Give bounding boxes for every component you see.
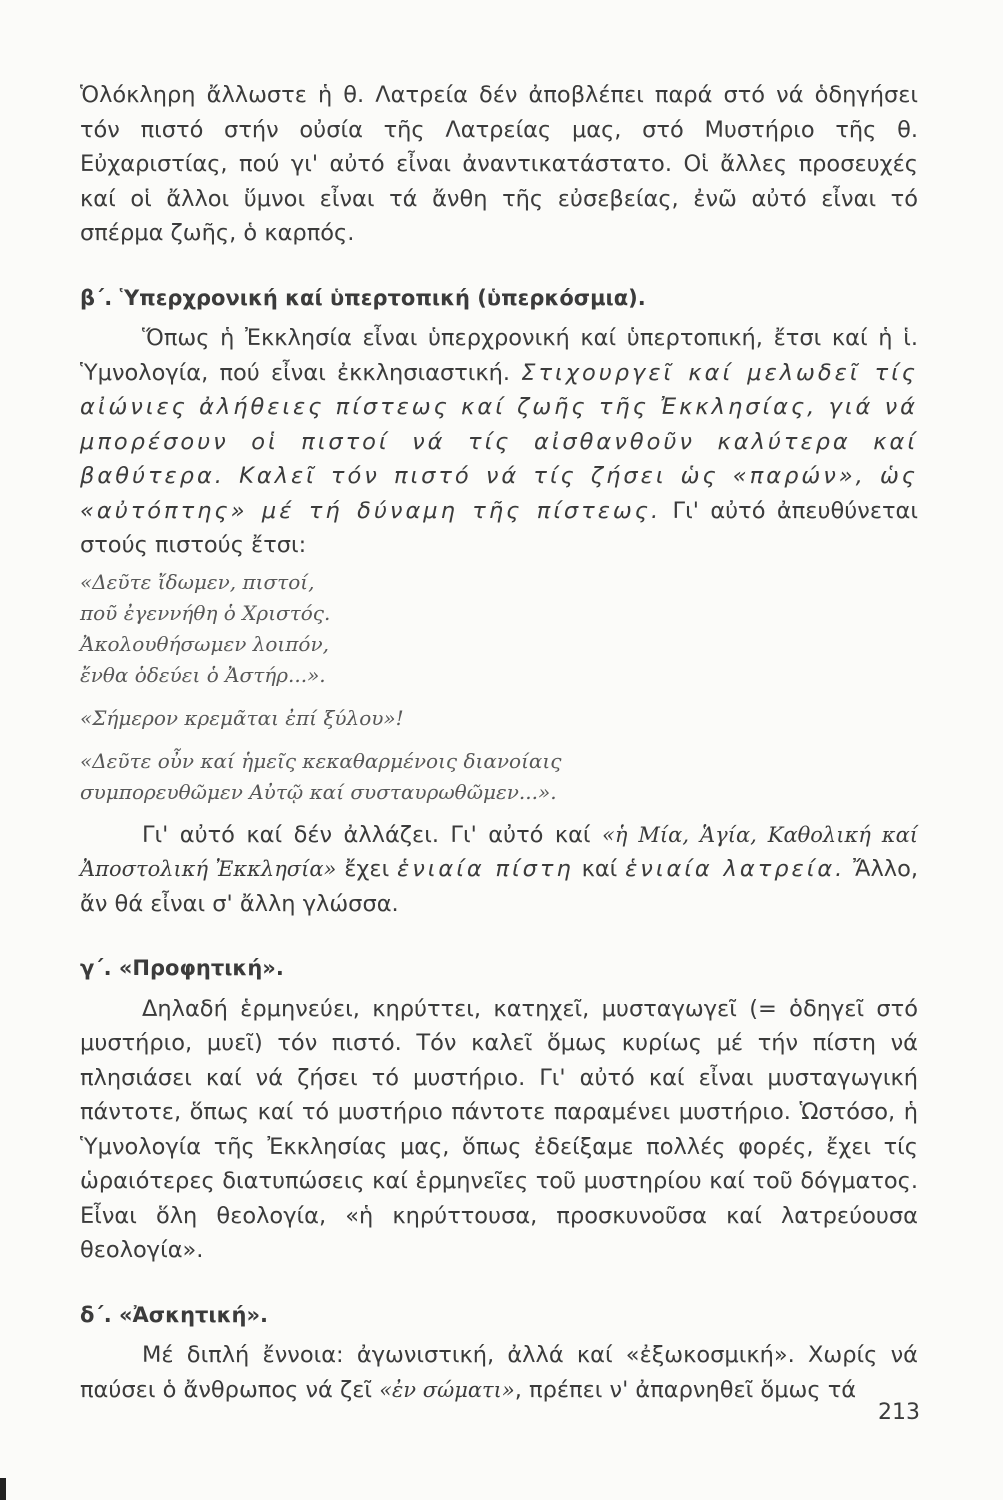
section-heading-c: γ΄. «Προφητική».: [80, 956, 284, 980]
text-run: , πρέπει ν' ἀπαρνηθεῖ ὅμως τά: [514, 1376, 857, 1403]
paragraph-prophetic: Δηλαδή ἑρμηνεύει, κηρύττει, κατηχεῖ, μυσταγωγεῖ (= ὁδηγεῖ στό μυστήριο, μυεῖ) τόν πιστό. Τόν καλεῖ ὅμως κυρίως μέ τήν πίστη νά πλησιάσει καί νά ζήσει τό μυστήριο. Γι' αὐτό καί εἶναι μυσταγωγική πάντοτε, ὅπως καί τό μυστήριο πάντοτε παραμένει μυστήριο. Ὡστόσο, ἡ Ὑμνολογία τῆς Ἐκκλησίας μας, ὅπως ἐδείξαμε πολλές φορές, ἔχει τίς ὡραιότερες διατυπώσεις καί ἑρμηνεῖες τοῦ μυστηρίου καί τοῦ δόγματος. Εἶναι ὅλη θεολογία, «ἡ κηρύττουσα, προσκυνοῦσα καί λατρεύουσα θεολογία».: [80, 995, 918, 1263]
paragraph-intro: Ὁλόκληρη ἄλλωστε ἡ θ. Λατρεία δέν ἀποβλέπει παρά στό νά ὁδηγήσει τόν πιστό στήν οὐσία τῆς Λατρείας μας, στό Μυστήριο τῆς θ. Εὐχαριστίας, πού γι' αὐτό εἶναι ἀναντικατάστατο. Οἱ ἄλλες προσευχές καί οἱ ἄλλοι ὕμνοι εἶναι τά ἄνθη τῆς εὐσεβείας, ἐνῶ αὐτό εἶναι τό σπέρμα ζωῆς, ὁ καρπός.: [80, 82, 918, 246]
spaced-emphasis: Στιχουργεῖ καί μελωδεῖ τίς αἰώνιες ἀλήθειες πίστεως καί ζωῆς τῆς Ἐκκλησίας, γιά νά μπορέσουν οἱ πιστοί νά τίς αἰσθανθοῦν καλύτερα καί βαθύτερα. Καλεῖ τόν πιστό νά τίς ζήσει ὡς «παρών», ὡς «αὐτόπτης» μέ τή δύναμη τῆς πίστεως.: [80, 359, 919, 524]
church-quote: «ἡ Μία, Ἁγία, Καθολική καί Ἀποστολική Ἐκκλησία»: [80, 822, 918, 881]
text-run: Ὅπως ἡ Ἐκκλησία εἶναι ὑπερχρονική καί ὑπερτοπική, ἔτσι καί ἡ ἱ. Ὑμνολογία, πού εἶναι ἐκκλησιαστική.: [80, 325, 918, 386]
verse-line: συμπορευθῶμεν Αὐτῷ καί συσταυρωθῶμεν...».: [80, 779, 557, 804]
spaced-emphasis: ἑνιαία λατρεία.: [625, 856, 846, 882]
text-run: καί: [581, 856, 618, 882]
verse-line: Ἀκολουθήσωμεν λοιπόν,: [80, 631, 329, 656]
verse-line: «Δεῦτε οὖν καί ἡμεῖς κεκαθαρμένοις διανοίαις: [80, 748, 562, 773]
book-page: [80, 78, 918, 1407]
body-quote: «ἐν σώματι»: [379, 1377, 515, 1402]
section-heading-b: β΄. Ὑπερχρονική καί ὑπερτοπική (ὑπερκόσμια).: [80, 285, 646, 310]
verse-line: ποῦ ἐγεννήθη ὁ Χριστός.: [80, 600, 331, 625]
hymn-quote-1: [80, 567, 918, 808]
section-heading-d: δ΄. «Ἀσκητική».: [80, 1302, 269, 1327]
text-run: ἔχει: [344, 856, 390, 882]
text-run: Μέ διπλή ἔννοια: ἀγωνιστική, ἀλλά καί «ἐξωκοσμική». Χωρίς νά παύσει ὁ ἄνθρωπος νά ζεῖ: [80, 1342, 918, 1403]
verse-line: «Δεῦτε ἴδωμεν, πιστοί,: [80, 569, 315, 594]
text-run: Γι' αὐτό ἀπευθύνεται στούς πιστούς ἔτσι:: [80, 497, 918, 558]
spaced-emphasis: ἑνιαία πίστη: [397, 856, 574, 882]
text-run: Γι' αὐτό καί δέν ἀλλάζει. Γι' αὐτό καί: [142, 821, 591, 848]
paragraph-unchanging: [80, 818, 918, 922]
paragraph-supratemporal: [80, 321, 918, 563]
scan-edge-mark: [0, 1478, 6, 1500]
verse-line: ἔνθα ὁδεύει ὁ Ἀστήρ...».: [80, 662, 326, 687]
paragraph-ascetic: [80, 1338, 918, 1407]
text-run: Ἄλλο, ἄν θά εἶναι σ' ἄλλη γλώσσα.: [80, 856, 919, 917]
page-number: 213: [878, 1400, 920, 1425]
verse-line: «Σήμερον κρεμᾶται ἐπί ξύλου»!: [80, 705, 404, 730]
